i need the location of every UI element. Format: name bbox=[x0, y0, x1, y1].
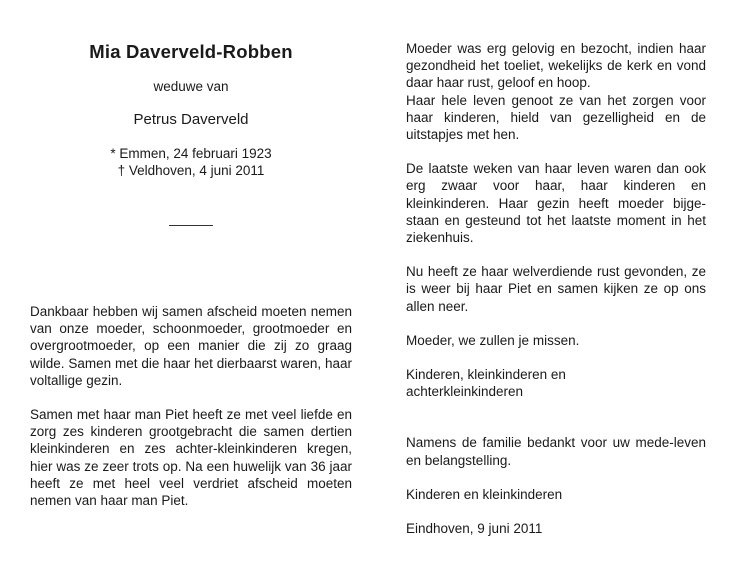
right-column bbox=[406, 40, 706, 537]
spouse-name: Petrus Daverveld bbox=[133, 111, 249, 128]
left-paragraph-1: Dankbaar hebben wij samen afscheid moeten nemen van onze moeder, schoonmoeder, grootmoeder en overgrootmoeder, op een manier die zij zo graag wilde. Samen met die haar het dierbaarst waren, haar voltallige gezin. bbox=[30, 304, 352, 388]
left-column bbox=[30, 40, 352, 509]
place-date: Eindhoven, 9 juni 2011 bbox=[406, 521, 543, 537]
widow-of-label: weduwe van bbox=[153, 79, 229, 94]
right-paragraph-8: Kinderen en kleinkinderen bbox=[406, 486, 563, 502]
right-paragraph-2: Haar hele leven genoot ze van het zorgen voor haar kinderen, hield van gezelligheid en de uitstapjes met hen. bbox=[406, 92, 706, 143]
death-line: † Veldhoven, 4 juni 2011 bbox=[117, 163, 265, 178]
right-paragraph-3: De laatste weken van haar leven waren dan ook erg zwaar voor haar, haar kinderen en kleinkinderen. Haar gezin heeft moeder bijge-staan en gesteund tot het laatste moment in het ziekenhuis. bbox=[406, 161, 706, 246]
right-paragraph-6-line-1: Kinderen, kleinkinderen en bbox=[406, 367, 566, 383]
right-paragraph-1: Moeder was erg gelovig en bezocht, indien haar gezondheid het toeliet, wekelijks de kerk en vond daar haar rust, geloof en hoop. bbox=[406, 41, 706, 91]
right-paragraph-5: Moeder, we zullen je missen. bbox=[406, 332, 580, 348]
right-paragraph-7: Namens de familie bedankt voor uw mede-leven en belangstelling. bbox=[406, 435, 706, 468]
left-paragraph-2: Samen met haar man Piet heeft ze met veel liefde en zorg zes kinderen grootgebracht die samen dertien kleinkinderen en zes achter-kleinkinderen kregen, hier was ze zeer trots op. Na een huwelijk van 36 jaar heeft ze met heel veel verdriet afscheid moeten nemen van haar man Piet. bbox=[30, 407, 352, 509]
right-paragraph-4: Nu heeft ze haar welverdiende rust gevonden, ze is weer bij haar Piet en samen kijken ze op ons allen neer. bbox=[406, 264, 706, 314]
birth-line: * Emmen, 24 februari 1923 bbox=[110, 146, 272, 161]
right-paragraph-6-line-2: achterkleinkinderen bbox=[406, 384, 524, 400]
divider bbox=[169, 225, 213, 226]
deceased-name: Mia Daverveld-Robben bbox=[89, 41, 293, 62]
